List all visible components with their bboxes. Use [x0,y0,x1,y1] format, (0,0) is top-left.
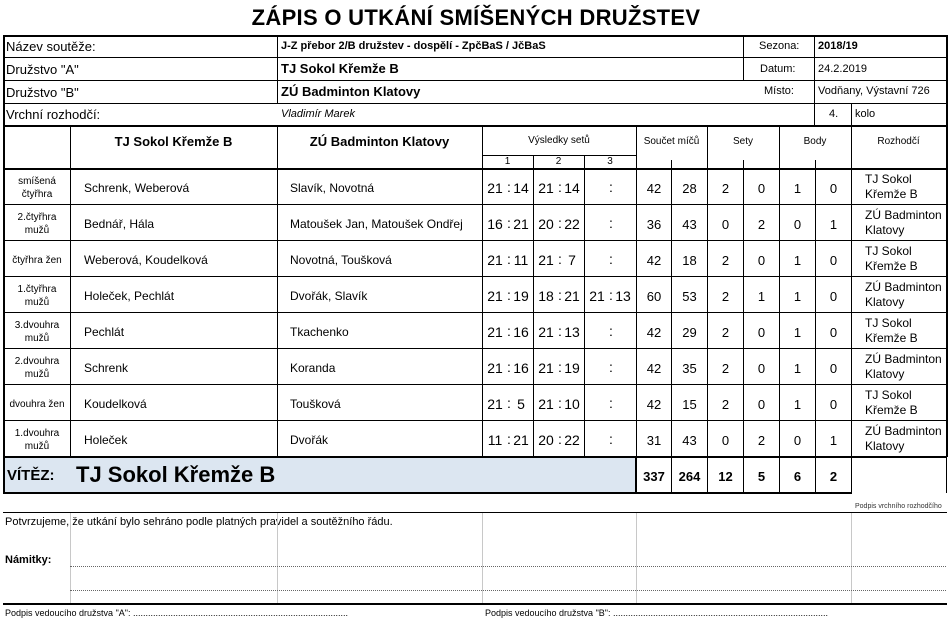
players-team-a: Pechlát [84,325,125,339]
value-bodya: 1 [793,253,802,268]
set-score-s1b: 14 [513,180,529,196]
set-separator: : [609,251,613,267]
season-label: Sezona: [759,40,800,52]
divider [851,126,852,493]
set-separator: : [558,215,562,231]
set-separator: : [558,323,562,339]
value-bodya: 1 [793,325,802,340]
ref-signature-label: Podpis vrchního rozhodčího [855,503,942,510]
value-setb: 0 [757,361,766,376]
signature-a: Podpis vedoucího družstva "A": ...................................................................................... [5,608,349,618]
objections-line-1[interactable] [70,566,946,567]
row-divider [3,420,947,421]
divider [3,103,947,104]
players-team-a: Schrenk, Weberová [84,181,190,195]
players-team-b: Slavík, Novotná [290,181,375,195]
set-separator: : [609,179,613,195]
team-a-label: Družstvo "A" [6,62,79,77]
divider [3,603,947,605]
set-score-s1a: 21 [487,324,503,340]
set-score-s2b: 10 [564,396,580,412]
value-pb: 53 [682,289,697,304]
col-team-b: ZÚ Badminton Klatovy [309,134,450,149]
match-referee: ZÚ Badminton Klatovy [865,208,942,237]
set-separator: : [507,323,511,339]
team-b-value: ZÚ Badminton Klatovy [281,84,421,99]
col-team-a: TJ Sokol Křemže B [114,134,233,149]
value-seta: 0 [721,217,730,232]
page-title: ZÁPIS O UTKÁNÍ SMÍŠENÝCH DRUŽSTEV [251,5,701,30]
match-referee: ZÚ Badminton Klatovy [865,424,942,453]
value-pb: 43 [682,433,697,448]
set-score-s2b: 22 [564,432,580,448]
match-type: 1.čtyřhra mužů [17,284,57,308]
set-score-s2a: 20 [538,432,554,448]
value-seta: 2 [721,361,730,376]
set-score-s1a: 21 [487,396,503,412]
match-referee: ZÚ Badminton Klatovy [865,280,942,309]
set-score-s1a: 11 [487,432,503,448]
set-score-s1a: 16 [487,216,503,232]
col-points: Body [803,136,827,147]
set-separator: : [609,287,613,303]
divider [584,155,585,456]
match-type: 1.dvouhra mužů [14,428,60,452]
col-referee: Rozhodčí [877,136,920,147]
value-pb: 29 [682,325,697,340]
winner-label: VÍTĚZ: [7,467,55,484]
value-pb: 43 [682,217,697,232]
divider [743,36,744,80]
players-team-a: Weberová, Koudelková [84,253,208,267]
value-bodya: 1 [793,289,802,304]
divider [3,57,947,58]
divider [3,456,5,494]
value-seta: 2 [721,397,730,412]
set-score-s1a: 21 [487,288,503,304]
divider [3,125,947,127]
set-score-s2a: 18 [538,288,554,304]
referee-value: Vladimír Marek [281,108,355,120]
value-seta: 0 [721,433,730,448]
set-score-s2a: 20 [538,216,554,232]
value-pa: 42 [646,253,662,268]
set-separator: : [507,287,511,303]
value-seta: 2 [721,289,730,304]
players-team-a: Holeček, Pechlát [84,289,175,303]
set-separator: : [558,359,562,375]
value-pa: 42 [646,397,662,412]
set-separator: : [507,179,511,195]
set-score-s1b: 21 [513,432,529,448]
set-score-s2b: 7 [568,252,576,268]
divider [814,36,815,126]
match-type: 2.čtyřhra mužů [17,212,57,236]
value-seta: 2 [721,181,730,196]
objections-line-2[interactable] [70,590,946,591]
set-separator: : [609,395,613,411]
col-set-2: 2 [555,156,562,167]
divider [946,456,947,493]
match-referee: ZÚ Badminton Klatovy [865,352,942,381]
players-team-b: Dvořák [290,433,329,447]
players-team-b: Koranda [290,361,336,375]
team-a-value: TJ Sokol Křemže B [281,61,399,76]
set-score-s1b: 5 [517,396,525,412]
set-separator: : [609,323,613,339]
value-bodyb: 1 [829,217,838,232]
round-number: 4. [829,108,839,120]
value-bodyb: 0 [829,325,838,340]
value-setb: 1 [757,289,766,304]
set-score-s2a: 21 [538,180,554,196]
value-bodyb: 0 [829,181,838,196]
value-bodyb: 0 [829,361,838,376]
match-referee: TJ Sokol Křemže B [865,388,918,417]
signature-b: Podpis vedoucího družstva "B": ...................................................................................... [485,608,829,618]
col-points-sum: Součet míčů [643,136,700,147]
row-divider [3,312,947,313]
set-separator: : [507,251,511,267]
match-type: čtyřhra žen [12,254,62,266]
season-value: 2018/19 [818,40,858,52]
referee-label: Vrchní rozhodčí: [6,107,101,122]
set-score-s1b: 11 [513,252,529,268]
value-bodya: 1 [793,181,802,196]
set-score-s1b: 16 [513,360,529,376]
match-referee: TJ Sokol Křemže B [865,244,918,273]
divider [851,103,852,125]
value-bodyb: 1 [829,433,838,448]
set-score-s2a: 21 [538,396,554,412]
value-pb: 18 [682,253,697,268]
match-referee: TJ Sokol Křemže B [865,316,918,345]
set-score-s3b: 13 [615,288,631,304]
value-pb: 15 [682,397,697,412]
total-points-a: 337 [643,469,665,484]
value-bodyb: 0 [829,253,838,268]
set-score-s2b: 13 [564,324,580,340]
value-pa: 42 [646,181,662,196]
team-b-label: Družstvo "B" [6,85,79,100]
divider [3,80,947,81]
set-score-s1b: 21 [513,216,529,232]
total-points-won-b: 2 [829,469,838,484]
set-separator: : [558,431,562,447]
divider [3,456,947,458]
match-type: 3.dvouhra mužů [14,320,60,344]
set-separator: : [558,287,562,303]
place-value: Vodňany, Výstavní 726 [818,85,930,97]
value-seta: 2 [721,325,730,340]
place-label: Místo: [764,85,794,97]
value-bodya: 1 [793,361,802,376]
set-score-s1b: 16 [513,324,529,340]
set-separator: : [609,215,613,231]
total-sets-a: 12 [718,469,733,484]
set-score-s2b: 22 [564,216,580,232]
total-points-won-a: 6 [793,469,802,484]
value-pa: 42 [646,325,662,340]
divider [70,126,71,457]
header-top-border [3,35,947,37]
players-team-b: Tkachenko [290,325,349,339]
total-sets-b: 5 [757,469,766,484]
set-separator: : [507,359,511,375]
value-setb: 0 [757,325,766,340]
row-divider [3,348,947,349]
total-points-b: 264 [678,469,701,484]
players-team-b: Novotná, Toušková [290,253,392,267]
col-sets: Sety [732,136,753,147]
row-divider [3,384,947,385]
value-setb: 0 [757,181,766,196]
divider [482,126,483,457]
winner-value: TJ Sokol Křemže B [76,462,276,487]
divider [533,155,534,456]
players-team-b: Toušková [290,397,341,411]
col-sets-results: Výsledky setů [528,135,590,146]
value-pb: 35 [682,361,697,376]
set-score-s1a: 21 [487,180,503,196]
value-pb: 28 [682,181,697,196]
set-separator: : [507,215,511,231]
set-score-s2b: 19 [564,360,580,376]
value-setb: 2 [757,433,766,448]
divider [3,512,947,513]
players-team-a: Koudelková [84,397,147,411]
set-score-s2b: 21 [564,288,580,304]
set-separator: : [558,179,562,195]
col-set-3: 3 [607,156,613,167]
players-team-a: Holeček [84,433,128,447]
value-pa: 36 [646,217,662,232]
match-referee: TJ Sokol Křemže B [865,172,918,201]
set-separator: : [558,251,562,267]
divider [277,126,278,457]
value-bodyb: 0 [829,289,838,304]
value-pa: 42 [646,361,662,376]
value-bodyb: 0 [829,397,838,412]
players-team-b: Dvořák, Slavík [290,289,368,303]
set-separator: : [558,395,562,411]
divider [277,36,278,103]
set-score-s3a: 21 [589,288,605,304]
value-setb: 0 [757,253,766,268]
divider [3,492,852,494]
set-separator: : [609,359,613,375]
value-pa: 60 [646,289,662,304]
set-score-s1a: 21 [487,252,503,268]
col-set-1: 1 [504,156,511,167]
set-separator: : [507,431,511,447]
set-score-s1b: 19 [513,288,529,304]
set-score-s2a: 21 [538,324,554,340]
date-value: 24.2.2019 [818,63,867,75]
players-team-a: Schrenk [84,361,129,375]
competition-value: J-Z přebor 2/B družstev - dospělí - ZpčBaS / JčBaS [281,40,546,52]
set-score-s2a: 21 [538,360,554,376]
set-score-s2a: 21 [538,252,554,268]
value-bodya: 0 [793,433,802,448]
value-bodya: 0 [793,217,802,232]
set-separator: : [507,395,511,411]
row-divider [3,240,947,241]
value-seta: 2 [721,253,730,268]
match-type: 2.dvouhra mužů [14,356,60,380]
set-separator: : [609,431,613,447]
set-score-s2b: 14 [564,180,580,196]
value-setb: 0 [757,397,766,412]
divider [3,168,947,170]
objections-label: Námitky: [5,554,52,566]
date-label: Datum: [760,63,796,75]
confirmation-text: Potvrzujeme, že utkání bylo sehráno podle platných pravidel a soutěžního řádu. [5,516,393,528]
row-divider [3,204,947,205]
row-divider [3,276,947,277]
players-team-a: Bednář, Hála [84,217,155,231]
match-type: dvouhra žen [9,398,65,410]
round-label: kolo [855,108,876,120]
match-type: smíšená čtyřhra [18,176,56,200]
value-pa: 31 [646,433,662,448]
value-setb: 2 [757,217,766,232]
players-team-b: Matoušek Jan, Matoušek Ondřej [290,217,463,231]
value-bodya: 1 [793,397,802,412]
set-score-s1a: 21 [487,360,503,376]
competition-label: Název soutěže: [6,39,96,54]
